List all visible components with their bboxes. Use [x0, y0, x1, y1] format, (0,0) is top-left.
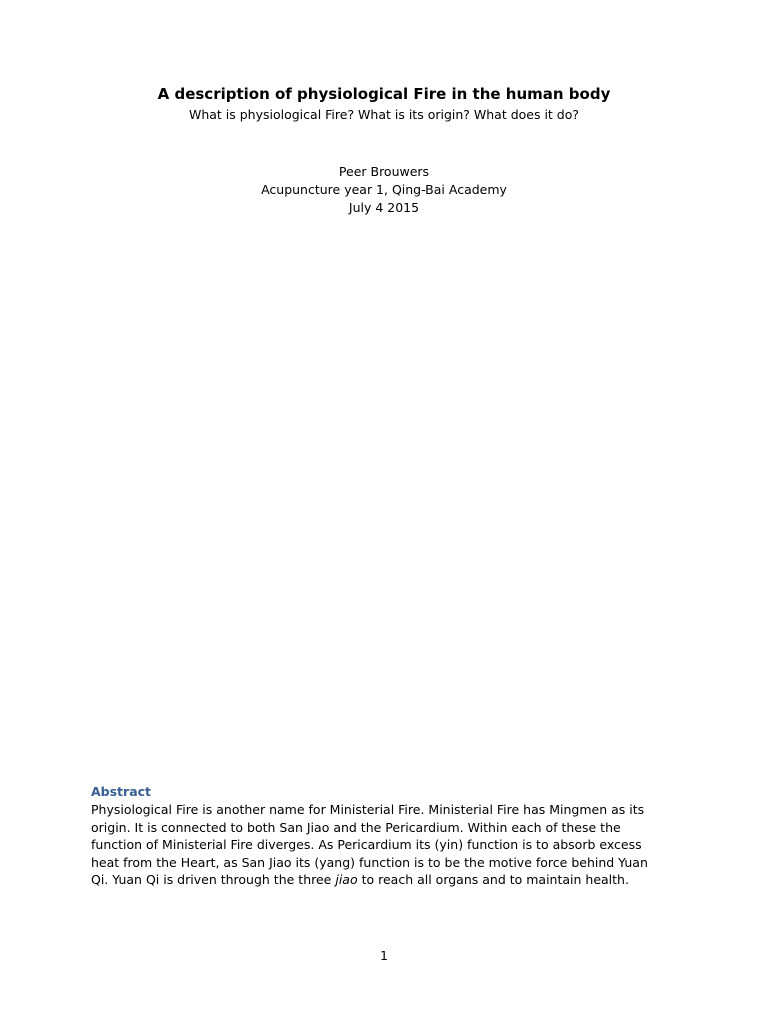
abstract-text: to reach all organs and to maintain health.: [357, 872, 629, 888]
document-subtitle: What is physiological Fire? What is its origin? What does it do?: [188, 107, 580, 122]
abstract-line: Physiological Fire is another name for Ministerial Fire. Ministerial Fire has Mingmen as its: [91, 802, 645, 817]
abstract-line: [91, 871, 691, 889]
abstract-line: heat from the Heart, as San Jiao its (yang) function is to be the motive force behind Yuan: [91, 854, 648, 870]
abstract-line: function of Ministerial Fire diverges. As Pericardium its (yin) function is to absorb excess: [91, 837, 642, 853]
abstract-italic-term: jiao: [335, 872, 358, 888]
document-date: July 4 2015: [348, 200, 420, 215]
abstract-line: origin. It is connected to both San Jiao and the Pericardium. Within each of these the: [91, 819, 621, 835]
author-affiliation: Acupuncture year 1, Qing-Bai Academy: [261, 182, 507, 197]
author-block: [0, 163, 768, 217]
abstract-heading: Abstract: [91, 784, 152, 799]
author-name: Peer Brouwers: [338, 164, 430, 179]
abstract-text: Qi. Yuan Qi is driven through the three: [91, 872, 336, 888]
page-number: 1: [380, 948, 388, 963]
document-title: A description of physiological Fire in the human body: [157, 85, 611, 103]
abstract-body: [91, 801, 691, 889]
